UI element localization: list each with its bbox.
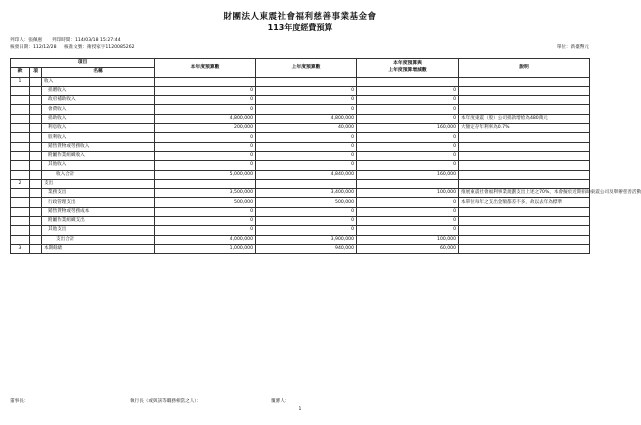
page-number: 1 [298,407,302,412]
previous-year-header: 上年度預算數 [256,59,357,78]
xiang-header: 項 [30,68,42,77]
difference-cell: 0 [357,207,459,216]
org-title: 財團法人東震社會福利慈善事業基金會 [223,12,377,22]
name-cell: 收入 [42,77,155,86]
xiang-cell [30,77,42,86]
current-year-cell: 0 [155,161,256,170]
kuan-cell [11,142,30,151]
remark-cell [459,207,590,216]
kuan-cell [11,133,30,142]
remark-cell: 本單位每年之支出金額都差不多，故以去年為標準 [459,198,590,207]
previous-year-cell: 0 [256,151,357,160]
remark-cell [459,179,590,188]
difference-cell: 0 [357,151,459,160]
kuan-cell [11,170,30,179]
kuan-cell [11,235,30,244]
difference-cell: 0 [357,86,459,95]
table-row [11,124,590,133]
remark-cell: 本年度東震（股）公司捐款增給為480萬元 [459,114,590,123]
xiang-cell [30,226,42,235]
difference-cell: 0 [357,105,459,114]
name-cell: 其他收入 [42,161,155,170]
current-year-cell: 5,000,000 [155,170,256,179]
remark-cell [459,170,590,179]
table-row [11,114,590,123]
table-row [11,86,590,95]
xiang-cell [30,133,42,142]
name-cell: 支出 [42,179,155,188]
printed-by: 列印人：張佩惠 [10,38,43,43]
xiang-cell [30,235,42,244]
kuan-cell [11,226,30,235]
difference-cell: 0 [357,198,459,207]
current-year-cell: 0 [155,226,256,235]
difference-cell: 60,000 [357,244,459,253]
remark-cell [459,142,590,151]
current-year-cell: 0 [155,151,256,160]
name-cell: 捐贈收入 [42,86,155,95]
xiang-cell [30,114,42,123]
previous-year-cell: 3,400,000 [256,189,357,198]
kuan-cell: 3 [11,244,30,253]
remark-cell [459,217,590,226]
current-year-cell [155,179,256,188]
name-cell: 利息收入 [42,124,155,133]
previous-year-cell [256,179,357,188]
remark-cell: 推展東震社會福利事業規劃支出上述之70%，本會擬於近期捐助東震公司及舉辦慈善活動 [459,189,590,198]
table-row [11,226,590,235]
difference-cell: 0 [357,161,459,170]
previous-year-cell: 0 [256,226,357,235]
current-year-cell [155,77,256,86]
table-row [11,161,590,170]
print-time: 列印時間：114/03/18 15:27:44 [52,38,121,43]
remark-cell [459,105,590,114]
previous-year-cell [256,77,357,86]
current-year-cell: 3,500,000 [155,189,256,198]
difference-cell: 160,000 [357,170,459,179]
current-year-cell: 0 [155,86,256,95]
remark-cell [459,244,590,253]
xiang-cell [30,161,42,170]
current-year-cell: 0 [155,207,256,216]
current-year-cell: 0 [155,105,256,114]
table-row [11,133,590,142]
name-cell: 捐助收入 [42,114,155,123]
name-cell: 本期餘絀 [42,244,155,253]
remark-cell [459,235,590,244]
name-cell: 行政管理支出 [42,198,155,207]
name-cell: 政府補助收入 [42,96,155,105]
current-year-cell: 0 [155,133,256,142]
xiang-cell [30,170,42,179]
current-year-header: 本年度預算數 [155,59,256,78]
chairman-sign: 董事長： [10,399,29,404]
remark-cell [459,77,590,86]
xiang-cell [30,207,42,216]
kuan-cell [11,96,30,105]
difference-cell: 160,000 [357,124,459,133]
current-year-cell: 0 [155,142,256,151]
name-cell: 附屬作業組織支出 [42,217,155,226]
name-cell: 會費收入 [42,105,155,114]
name-cell: 支出合計 [42,235,155,244]
xiang-cell [30,217,42,226]
table-row [11,198,590,207]
remark-cell [459,96,590,105]
difference-header [357,59,459,78]
name-header: 名稱 [42,68,155,77]
xiang-cell [30,244,42,253]
previous-year-cell: 40,000 [256,124,357,133]
name-cell: 銷售貨物或勞務成本 [42,207,155,216]
difference-cell: 0 [357,96,459,105]
previous-year-cell: 4,800,000 [256,114,357,123]
table-row [11,96,590,105]
table-row [11,77,590,86]
xiang-cell [30,124,42,133]
supervisor-sign: 覆審人： [271,399,290,404]
difference-cell: 100,000 [357,235,459,244]
difference-header-line1: 本年度預算與 [393,61,422,67]
current-year-cell: 0 [155,217,256,226]
report-title: 113年度經費預算 [267,23,333,32]
difference-cell: 100,000 [357,189,459,198]
kuan-cell [11,86,30,95]
budget-table [10,58,641,254]
difference-cell [357,179,459,188]
table-row [11,142,590,151]
difference-cell: 0 [357,114,459,123]
name-cell: 附屬作業組織收入 [42,151,155,160]
current-year-cell: 200,000 [155,124,256,133]
remark-cell [459,151,590,160]
difference-cell: 0 [357,133,459,142]
xiang-cell [30,198,42,207]
xiang-cell [30,86,42,95]
kuan-cell [11,105,30,114]
name-cell: 股利收入 [42,133,155,142]
kuan-cell [11,198,30,207]
xiang-cell [30,189,42,198]
approval-date: 核發日期：112/12/28 [10,45,57,50]
table-row [11,189,590,198]
previous-year-cell: 4,840,000 [256,170,357,179]
table-row [11,217,590,226]
unit-label: 單位：新臺幣元 [556,45,589,50]
previous-year-cell: 0 [256,217,357,226]
xiang-cell [30,105,42,114]
current-year-cell: 4,800,000 [155,114,256,123]
current-year-cell: 4,000,000 [155,235,256,244]
name-cell: 銷售貨物或勞務收入 [42,142,155,151]
xiang-cell [30,96,42,105]
kuan-cell [11,161,30,170]
table-row [11,179,590,188]
kuan-cell [11,217,30,226]
kuan-cell [11,151,30,160]
kuan-cell [11,124,30,133]
table-row [11,244,590,253]
executive-sign: 執行長（或與該等職務相當之人）： [130,399,202,404]
kuan-cell: 1 [11,77,30,86]
difference-cell: 0 [357,217,459,226]
previous-year-cell: 0 [256,142,357,151]
previous-year-cell: 3,900,000 [256,235,357,244]
remark-cell [459,226,590,235]
table-row [11,207,590,216]
current-year-cell: 500,000 [155,198,256,207]
xiang-cell [30,179,42,188]
remark-cell [459,133,590,142]
difference-cell: 0 [357,226,459,235]
kuan-cell [11,189,30,198]
previous-year-cell: 0 [256,105,357,114]
xiang-cell [30,142,42,151]
table-row [11,170,590,179]
remark-cell: 大額定存年利率為0.7% [459,124,590,133]
previous-year-cell: 0 [256,161,357,170]
remark-cell [459,86,590,95]
name-cell: 其他支出 [42,226,155,235]
previous-year-cell: 0 [256,96,357,105]
current-year-cell: 0 [155,96,256,105]
item-group-header: 項目 [11,59,155,68]
kuan-header: 款 [11,68,30,77]
previous-year-cell: 0 [256,133,357,142]
table-row [11,151,590,160]
difference-header-line2: 上年度預算增減數 [388,67,427,73]
difference-cell: 0 [357,142,459,151]
current-year-cell: 1,000,000 [155,244,256,253]
previous-year-cell: 500,000 [256,198,357,207]
remark-cell [459,161,590,170]
kuan-cell [11,207,30,216]
kuan-cell [11,114,30,123]
table-row [11,105,590,114]
name-cell: 業務支出 [42,189,155,198]
previous-year-cell: 0 [256,207,357,216]
name-cell: 收入合計 [42,170,155,179]
difference-cell [357,77,459,86]
previous-year-cell: 0 [256,86,357,95]
previous-year-cell: 940,000 [256,244,357,253]
table-row [11,235,590,244]
remarks-header: 說明 [459,59,590,78]
xiang-cell [30,151,42,160]
approval-doc: 核准文號：衛授家字1120085262 [64,45,135,50]
kuan-cell: 2 [11,179,30,188]
